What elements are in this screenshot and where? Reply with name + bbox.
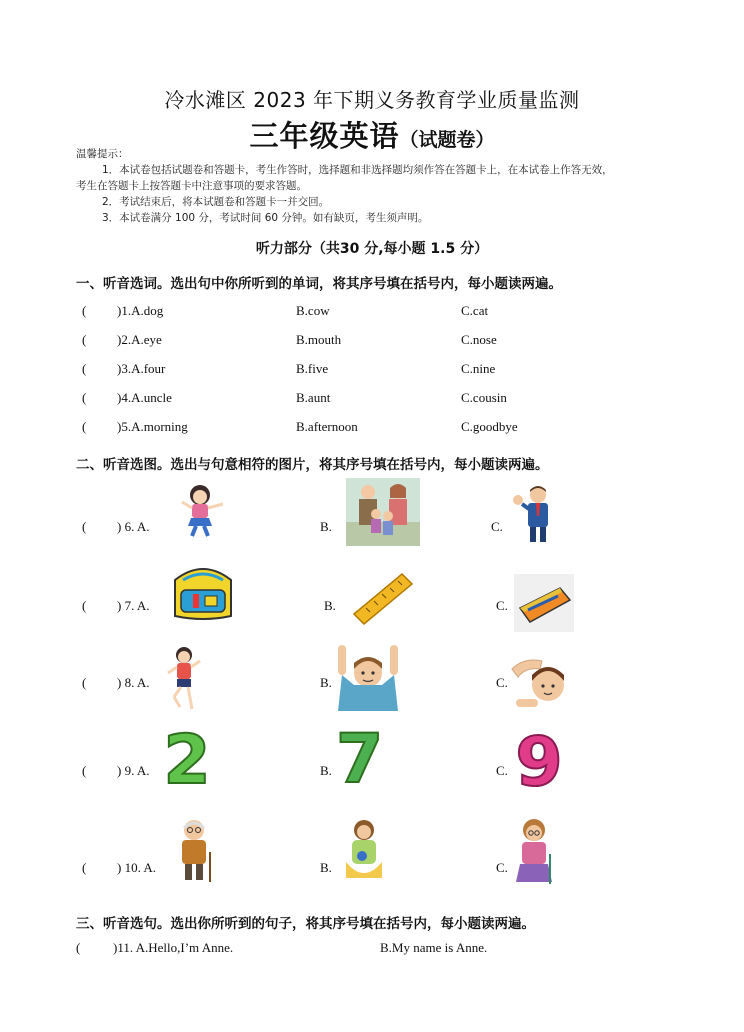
- section1-title: 一、听音选词。选出句中你所听到的单词，将其序号填在括号内，每小题读两遍。: [76, 276, 562, 292]
- q11-option-b: B.My name is Anne.: [380, 940, 488, 955]
- notes-item-1: 1．本试卷包括试题卷和答题卡，考生作答时，选择题和非选择题均须作答在答题卡上，在本试卷上作答无效，: [102, 164, 613, 176]
- number-nine-picture[interactable]: 9: [515, 723, 563, 802]
- q9-label-b: B.: [320, 763, 332, 778]
- exam-subject: 三年级英语: [249, 119, 400, 153]
- q9-label-c: C.: [496, 763, 508, 778]
- q4-option-c: C.cousin: [461, 390, 507, 405]
- q11-option-a: )11. A.Hello,I’m Anne.: [113, 940, 234, 955]
- q7-paren[interactable]: (: [82, 598, 87, 613]
- pencil-box-picture[interactable]: [514, 574, 574, 632]
- q6-paren[interactable]: (: [82, 519, 87, 534]
- listening-part-title: 听力部分（共30 分,每小题 1.5 分）: [255, 241, 489, 257]
- q8-label-c: C.: [496, 675, 508, 690]
- mother-knitting-picture[interactable]: [342, 818, 386, 884]
- q4-option-b: B.aunt: [296, 390, 331, 405]
- q6-label-b: B.: [320, 519, 332, 534]
- q7-label-b: B.: [324, 598, 336, 613]
- q1-paren[interactable]: (: [82, 303, 87, 318]
- notes-item-2: 2．考试结束后，将本试题卷和答题卡一并交回。: [102, 196, 330, 208]
- girl-jumping-picture[interactable]: [166, 645, 206, 713]
- section2-title: 二、听音选图。选出与句意相符的图片，将其序号填在括号内，每小题读两遍。: [76, 457, 549, 473]
- q6-label-a: ) 6. A.: [117, 519, 150, 534]
- q1-option-c: C.cat: [461, 303, 489, 318]
- family-picture[interactable]: [346, 478, 420, 546]
- q11-paren[interactable]: (: [76, 940, 81, 955]
- q2-paren[interactable]: (: [82, 332, 87, 347]
- q1-option-b: B.cow: [296, 303, 330, 318]
- notes-heading: 温馨提示：: [76, 148, 129, 160]
- girl-dancing-picture[interactable]: [178, 482, 228, 540]
- q3-option-b: B.five: [296, 361, 329, 376]
- q5-option-b: B.afternoon: [296, 419, 358, 434]
- q3-option-a: )3.A.four: [117, 361, 166, 376]
- q4-paren[interactable]: (: [82, 390, 87, 405]
- q2-option-a: )2.A.eye: [117, 332, 162, 347]
- section3-title: 三、听音选句。选出你所听到的句子，将其序号填在括号内，每小题读两遍。: [76, 916, 535, 932]
- number-seven-picture[interactable]: 7: [336, 720, 384, 799]
- exam-subject-sub: （试题卷）: [399, 129, 495, 151]
- q1-option-a: )1.A.dog: [117, 303, 164, 318]
- q5-paren[interactable]: (: [82, 419, 87, 434]
- q7-label-a: ) 7. A.: [117, 598, 150, 613]
- q9-paren[interactable]: (: [82, 763, 87, 778]
- q6-label-c: C.: [491, 519, 503, 534]
- number-two-picture[interactable]: 2: [163, 721, 211, 800]
- boy-touching-head-picture[interactable]: [510, 655, 572, 711]
- q2-option-b: B.mouth: [296, 332, 342, 347]
- boy-arms-up-picture[interactable]: [334, 645, 402, 711]
- grandma-picture[interactable]: [508, 818, 558, 886]
- man-thumbs-up-picture[interactable]: [510, 484, 560, 544]
- q10-label-a: ) 10. A.: [117, 860, 156, 875]
- ruler-picture[interactable]: [350, 570, 416, 626]
- q8-label-b: B.: [320, 675, 332, 690]
- schoolbag-picture[interactable]: [165, 560, 241, 622]
- q3-option-c: C.nine: [461, 361, 496, 376]
- q4-option-a: )4.A.uncle: [117, 390, 172, 405]
- exam-title-line1: 冷水滩区 2023 年下期义务教育学业质量监测: [164, 88, 580, 112]
- q10-paren[interactable]: (: [82, 860, 87, 875]
- q3-paren[interactable]: (: [82, 361, 87, 376]
- q9-label-a: ) 9. A.: [117, 763, 150, 778]
- q8-paren[interactable]: (: [82, 675, 87, 690]
- grandpa-picture[interactable]: [174, 818, 216, 884]
- q5-option-c: C.goodbye: [461, 419, 518, 434]
- q2-option-c: C.nose: [461, 332, 497, 347]
- q7-label-c: C.: [496, 598, 508, 613]
- q5-option-a: )5.A.morning: [117, 419, 188, 434]
- notes-item-3: 3．本试卷满分 100 分，考试时间 60 分钟。如有缺页，考生须声明。: [102, 212, 429, 224]
- notes-item-1-cont: 考生在答题卡上按答题卡中注意事项的要求答题。: [76, 180, 307, 192]
- q10-label-b: B.: [320, 860, 332, 875]
- q10-label-c: C.: [496, 860, 508, 875]
- q8-label-a: ) 8. A.: [117, 675, 150, 690]
